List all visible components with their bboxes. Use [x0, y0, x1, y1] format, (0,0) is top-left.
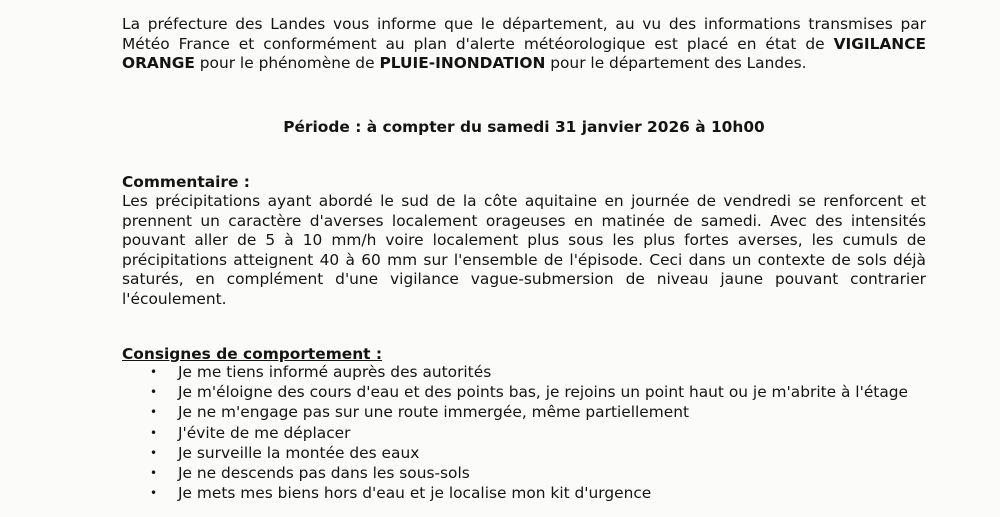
intro-text-1: La préfecture des Landes vous informe que le département, au vu des informations transmises par Météo France et conformément au plan d'alerte météorologique est placé en état de — [122, 15, 926, 53]
period-heading: Période : à compter du samedi 31 janvier 2026 à 10h00 — [283, 118, 765, 136]
bullet-icon: • — [150, 425, 158, 440]
vigilance-level: VIGILANCE ORANGE — [122, 34, 926, 72]
list-item — [150, 402, 908, 422]
list-item — [150, 483, 908, 503]
list-item-text: Je mets mes biens hors d'eau et je localise mon kit d'urgence — [178, 484, 652, 503]
intro-text-2: pour le phénomène de — [194, 54, 380, 72]
list-item — [150, 362, 908, 382]
bullet-icon: • — [150, 405, 158, 420]
consignes-list — [150, 362, 908, 503]
list-item-text: Je me tiens informé auprès des autorités — [178, 363, 492, 381]
comment-title: Commentaire : — [122, 173, 250, 191]
bullet-icon: • — [150, 465, 158, 480]
intro-text-3: pour le département des Landes. — [545, 54, 807, 72]
list-item-text: Je surveille la montée des eaux — [178, 443, 420, 462]
bullet-icon: • — [150, 365, 158, 379]
list-item-text: Je m'éloigne des cours d'eau et des points bas, je rejoins un point haut ou je m'abrite à l'étage — [178, 383, 908, 402]
list-item-text: J'évite de me déplacer — [178, 423, 351, 442]
consignes-title: Consignes de comportement : — [122, 345, 383, 363]
list-item — [150, 463, 908, 483]
cut-off-text-line — [125, 0, 275, 4]
comment-paragraph: Les précipitations ayant abordé le sud de la côte aquitaine en journée de vendredi se renforcent et prennent un caractère d'averses localement orageuses en matinée de samedi. Avec des intensités pouvant aller de 5 à 10 mm/h voire localement plus sous les plus fortes averses, les cumuls de précipitations atteignent 40 à 60 mm sur l'ensemble de l'épisode. Ceci dans un contexte de sols déjà saturés, en complément d'une vigilance vague-submersion de niveau jaune pouvant contrarier l'écoulement. — [122, 192, 926, 308]
intro-paragraph — [122, 15, 926, 74]
list-item-text: Je ne m'engage pas sur une route immergée, même partiellement — [178, 403, 689, 422]
list-item-text: Je ne descends pas dans les sous-sols — [178, 463, 470, 482]
list-item — [150, 382, 908, 402]
phenomenon: PLUIE-INONDATION — [379, 54, 546, 72]
list-item — [150, 423, 908, 443]
bullet-icon: • — [150, 486, 158, 501]
bullet-icon: • — [150, 445, 158, 460]
list-item — [150, 443, 908, 463]
bullet-icon: • — [150, 385, 158, 400]
